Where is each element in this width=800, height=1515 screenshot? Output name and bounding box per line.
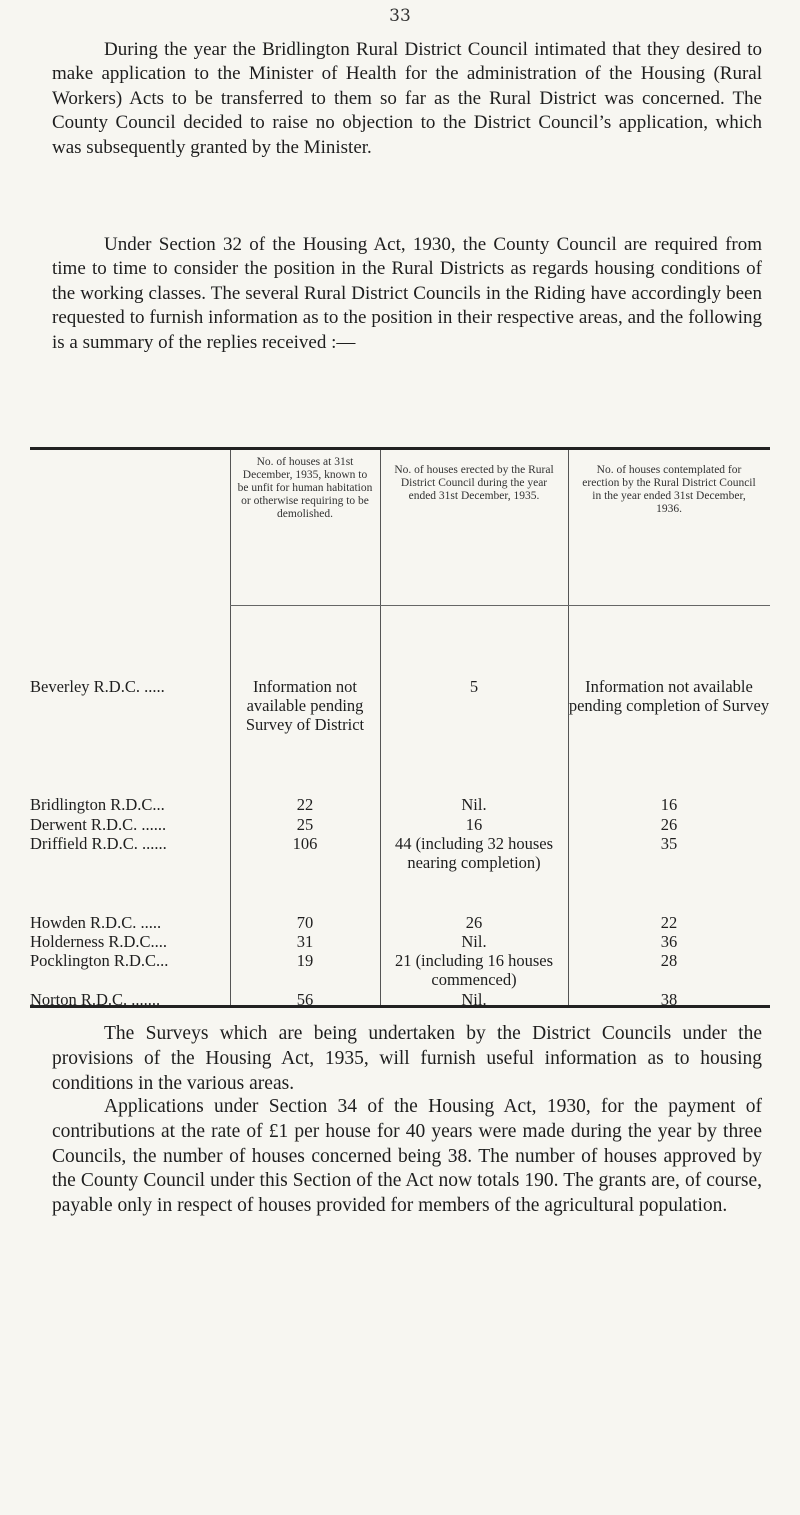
district-name: Bridlington R.D.C...: [30, 795, 165, 814]
contemplated-count: 22: [660, 913, 678, 932]
unfit-count: 70: [296, 913, 314, 932]
erected-count: 21 (including 16 houses commenced): [394, 951, 554, 989]
erected-count: Nil.: [461, 932, 487, 951]
district-name: Pocklington R.D.C...: [30, 951, 169, 970]
district-name: Holderness R.D.C....: [30, 932, 168, 951]
contemplated-count: 16: [660, 795, 678, 814]
paragraph-text: Applications under Section 34 of the Housing Act, 1930, for the payment of contributions at the rate of £1 per house for 40 years were made during the year by three Councils, the number of houses concerned being 38. The number of houses approved by the County Council under this Section of the Act now totals 190. The grants are, of course, payable only in respect of houses provided for members of the agricultural population.: [52, 1096, 762, 1217]
unfit-count: 19: [296, 951, 314, 970]
contemplated-count: 26: [660, 815, 678, 834]
unfit-count: 31: [296, 932, 314, 951]
contemplated-count: 35: [660, 834, 678, 853]
contemplated-count: 36: [660, 932, 678, 951]
header-underline: [230, 605, 380, 606]
erected-count: 5: [469, 677, 479, 696]
contemplated-count: Information not available pending completion of Survey: [568, 677, 770, 715]
district-name: Norton R.D.C. .......: [30, 990, 161, 1009]
header-unfit-houses: No. of houses at 31st December, 1935, known to be unfit for human habitation or otherwise requiring to be demolished.: [237, 456, 373, 520]
unfit-count: 56: [296, 990, 314, 1009]
erected-count: 44 (including 32 houses nearing completion): [394, 834, 554, 872]
paragraph-section-34: [52, 1095, 762, 1219]
district-name: Howden R.D.C. .....: [30, 913, 162, 932]
unfit-count: Information not available pending Survey of District: [245, 677, 365, 734]
erected-count: Nil.: [461, 990, 487, 1009]
header-underline: [568, 605, 770, 606]
paragraph-section-32: [52, 233, 762, 355]
district-name: Beverley R.D.C. .....: [30, 677, 165, 696]
paragraph-text: Under Section 32 of the Housing Act, 1930, the County Council are required from time to time to consider the position in the Rural Districts as regards housing conditions of the working classes. The several Rural District Councils in the Riding have accordingly been requested to furnish information as to the position in their respective areas, and the following is a summary of the replies received :—: [52, 234, 762, 353]
unfit-count: 25: [296, 815, 314, 834]
header-houses-erected: No. of houses erected by the Rural District Council during the year ended 31st December, 1935.: [394, 464, 554, 502]
housing-summary-table: [30, 447, 770, 1008]
paragraph-text: The Surveys which are being undertaken by the District Councils under the provisions of the Housing Act, 1935, will furnish useful information as to housing conditions in the various areas.: [52, 1023, 762, 1094]
paragraph-text: During the year the Bridlington Rural District Council intimated that they desired to make application to the Minister of Health for the administration of the Housing (Rural Workers) Acts to be transferred to them so far as the Rural District was concerned. The County Council decided to raise no objection to the District Council’s application, which was subsequently granted by the Minister.: [52, 39, 762, 158]
header-underline: [380, 605, 568, 606]
erected-count: 26: [465, 913, 483, 932]
page-number: 33: [389, 6, 411, 26]
header-houses-contemplated: No. of houses contemplated for erection by the Rural District Council in the year ended 31st December, 1936.: [582, 464, 756, 515]
erected-count: Nil.: [461, 795, 487, 814]
unfit-count: 106: [292, 834, 318, 853]
unfit-count: 22: [296, 795, 314, 814]
paragraph-bridlington-application: [52, 38, 762, 160]
paragraph-surveys: [52, 1022, 762, 1096]
district-name: Derwent R.D.C. ......: [30, 815, 167, 834]
contemplated-count: 28: [660, 951, 678, 970]
contemplated-count: 38: [660, 990, 678, 1009]
district-name: Driffield R.D.C. ......: [30, 834, 167, 853]
erected-count: 16: [465, 815, 483, 834]
